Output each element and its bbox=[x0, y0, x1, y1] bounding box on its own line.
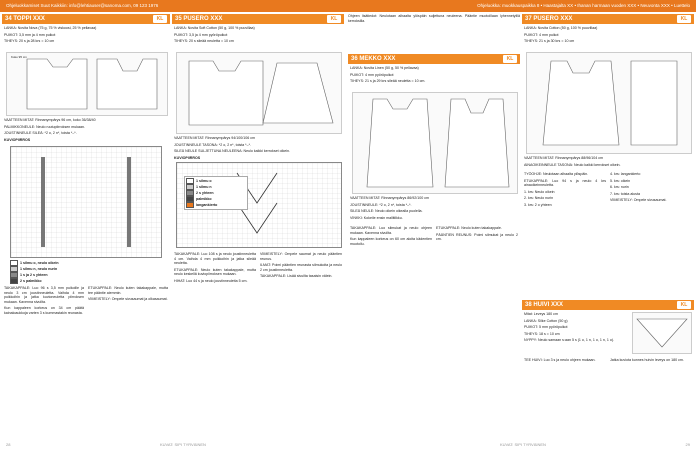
p34-legend-1: 1 silmu n, neulo nurin bbox=[20, 266, 58, 271]
footer bbox=[0, 440, 696, 450]
p35-kuvio-title: KUVIOPIIRROS bbox=[174, 155, 201, 160]
p38-schematic bbox=[632, 312, 692, 354]
p38-intro: Mitat: Leveys 180 cm bbox=[524, 312, 558, 316]
p38-schematic-svg bbox=[633, 313, 691, 353]
p37-vaatteen: VAATTEEN MITAT: Rinnanympärys 88/96/104 cm bbox=[524, 156, 604, 160]
p34-teksti2: Kun kappaleen korkeus on 34 cm päätä kainaloaukkoja varten 3 s kummastakin reunasta. bbox=[4, 306, 84, 315]
pattern-35-header bbox=[172, 14, 344, 24]
p35-joustin: JOUSTINNEULE TASONA: *2 o, 2 n*, toista *–*. bbox=[174, 142, 251, 147]
p34-legend-2: 1 s ja 2 s yhteen bbox=[20, 272, 48, 277]
p34-schematic-svg bbox=[7, 53, 167, 115]
p36-intro bbox=[348, 14, 520, 54]
p34-takakappale: TAKAKAPPALE: Luo 96 s 3,5 mm puikoille ja neulo 3 cm joustinneuletta. Vaihda 4 mm puikkoihin ja jatka kuvioneuletta piirroksen mukaan. Kavenna sivuilta. bbox=[4, 286, 84, 304]
p37-item-6: 7. krs: toista alusta bbox=[610, 191, 640, 196]
pattern-36-header bbox=[348, 54, 520, 64]
p37-puikot: PUIKOT: 4 mm puikot bbox=[524, 32, 559, 37]
p35-puikot: PUIKOT: 3,5 ja 4 mm pyöröpuikot bbox=[174, 32, 228, 37]
pattern-35-tag: KL bbox=[327, 15, 341, 23]
p37-lanka: LANKA: Novita Cotton (50 g, 100 % puuvillaa) bbox=[524, 26, 598, 30]
pattern-34-tag: KL bbox=[153, 15, 167, 23]
p38-tiheys: TIHEYS: 18 s = 10 cm bbox=[524, 331, 560, 336]
pattern-36-tag: KL bbox=[503, 55, 517, 63]
pattern-37-tag: KL bbox=[677, 15, 691, 23]
p34-chart-grid bbox=[11, 147, 161, 257]
p35-schematic-svg bbox=[177, 53, 341, 133]
p37-ainaoikein: AINAOIKEINNEULE TASONA: Neulo kaikki kerrokset oikein. bbox=[524, 162, 621, 167]
p36-vinkki: VINKKI: Kokeile ensin mallitilkku. bbox=[350, 215, 403, 220]
pattern-38-tag: KL bbox=[677, 301, 691, 309]
pattern-35 bbox=[172, 14, 344, 434]
p35-legend-2: 2 s yhteen bbox=[196, 190, 214, 195]
p35-legend-0: 1 silmu o bbox=[196, 178, 212, 183]
p35-etukappale: ETUKAPPALE: Neulo kuten takakappale, mutta neulo keskellä kuviopiirroksen mukaan. bbox=[174, 267, 256, 277]
p37-item-1: 2. krs: Neulo nurin bbox=[524, 196, 554, 201]
p36-puikot: PUIKOT: 4 mm pyöröpuikot bbox=[350, 72, 394, 77]
p36-intro-text: Ohjeen lisätiedot: Neulotaan alhaalta ylöspäin suljettuna neuleena. Pääntie muotoillaan lyhennetyillä kerroksilla. bbox=[348, 14, 520, 23]
pattern-38-header bbox=[522, 300, 694, 310]
p34-col-a bbox=[4, 286, 84, 318]
top-bar bbox=[0, 0, 696, 12]
p34-kuvio-title: KUVIOPIIRROS bbox=[4, 137, 31, 142]
pattern-34-header bbox=[2, 14, 170, 24]
p38-col-b bbox=[610, 358, 692, 365]
p38-specs bbox=[524, 312, 624, 345]
p34-vaatteen: VAATTEEN MITAT: Rinnanympärys 96 cm, koko 36/38/40 bbox=[4, 118, 96, 122]
p38-lanka: LANKA: Silke Cotton (50 g) bbox=[524, 318, 568, 323]
pattern-36-title: 36 MEKKO XXX bbox=[351, 56, 396, 62]
p37-col-a bbox=[524, 172, 606, 210]
p34-puikot: PUIKOT: 3,5 mm ja 4 mm puikot bbox=[4, 32, 56, 37]
p34-etukappale: ETUKAPPALE: Neulo kuten takakappale, mutta tee pääntie aiemmin. bbox=[88, 286, 168, 295]
pattern-37-header bbox=[522, 14, 694, 24]
p36-tiheys: TIHEYS: 21 s ja 29 krs sileää neuletta = 10 cm. bbox=[350, 79, 426, 84]
page-number-right: 29 bbox=[685, 442, 690, 447]
p34-joustin: JOUSTINNEULE SILEÄ: *2 o, 2 n*, toista *–*. bbox=[4, 131, 77, 136]
p37-schematic bbox=[526, 52, 692, 154]
p36-body3: ETUKAPPALE: Neulo kuten takakappale. bbox=[436, 226, 502, 230]
p34-tiheys: TIHEYS: 20 s ja 28 krs = 10 cm bbox=[4, 39, 55, 44]
pattern-37-title: 37 PUSERO XXX bbox=[525, 16, 573, 22]
p37-item-4: 5. krs: oikein bbox=[610, 178, 631, 183]
p37-item-3: 4. krs: langankierto bbox=[610, 172, 641, 176]
p36-schematic bbox=[352, 92, 518, 194]
pattern-38-title: 38 HUIVI XXX bbox=[525, 302, 564, 308]
p35-legend-3: palmikko bbox=[196, 196, 212, 201]
p35-legend-4: langankierto bbox=[196, 202, 218, 207]
p34-size-label: Koko 95 cm bbox=[11, 55, 27, 59]
pattern-34-title: 34 TOPPI XXX bbox=[5, 16, 45, 22]
p36-schematic-svg bbox=[353, 93, 517, 193]
p34-legend-3: 2 s palmikko bbox=[20, 278, 42, 283]
p37-col-b bbox=[610, 172, 692, 205]
p38-body2: Jatka kuviota kunnes huivin leveys on 180 cm. bbox=[610, 358, 684, 362]
p36-vaatteen: VAATTEEN MITAT: Rinnanympärys 86/92/100 cm bbox=[350, 196, 430, 200]
p38-col-a bbox=[524, 358, 606, 365]
p34-schematic bbox=[6, 52, 168, 116]
p37-tyo: TYÖOHJE: Neulotaan alhaalta ylöspäin. bbox=[524, 172, 589, 176]
p35-lanka: LANKA: Novita Soft Cotton (50 g, 100 % puuvillaa) bbox=[174, 26, 255, 30]
p35-takakappale: TAKAKAPPALE: Luo 108 s ja neulo joustinneuletta 4 cm. Vaihda 4 mm puikkoihin ja jatka sileää neuletta. bbox=[174, 252, 256, 266]
top-bar-left: Ohjeluokkamiset Suut Kaikkiin: info@lehtiauser@sanoma.com, 09 123 1976 bbox=[6, 3, 159, 8]
p35-tiheys: TIHEYS: 20 s sileää neuletta = 10 cm bbox=[174, 39, 234, 44]
p34-lanka: LANKA: Novita Nova (75 g, 75 % viskoosi, 25 % pellavaa) bbox=[4, 26, 97, 30]
p35-ilmat: ILMAT: Poimi pääntien reunasta silmukoita ja neulo 2 cm joustinneuletta. bbox=[260, 263, 342, 272]
p35-vaatteen: VAATTEEN MITAT: Rinnanympärys 94/100/106 cm bbox=[174, 136, 256, 140]
p34-palmikko: PALMIKKONEULE: Neulo ruutupiirroksen mukaan. bbox=[4, 124, 86, 129]
p36-col-a bbox=[350, 226, 432, 248]
p37-viimeistely: VIIMEISTELY: Ompele sivusaumat. bbox=[610, 198, 667, 203]
credit-right: KUVAT: SIPI TYRVÄINEN bbox=[500, 442, 546, 447]
p35-legend-1: 1 silmu n bbox=[196, 184, 212, 189]
p35-silea: SILEÄ NEULE SULJETTUNA NEULEENA: Neulo kaikki kerrokset oikein. bbox=[174, 149, 291, 154]
p35-taka: TAKAKAPPALE: Lisää sivuilta tasaisin välein. bbox=[260, 274, 333, 279]
p38-body: TEE HUIVI: Luo 3 s ja neulo ohjeen mukaan. bbox=[524, 358, 596, 362]
p37-item-2: 3. krs: 2 o yhteen bbox=[524, 202, 552, 207]
pattern-34 bbox=[2, 14, 170, 434]
p34-legend bbox=[10, 260, 160, 284]
p34-legend-0: 1 silmu o, neulo oikein bbox=[20, 260, 59, 265]
p36-joustin: JOUSTINNEULE: *2 o, 2 n*, toista *–*. bbox=[350, 202, 412, 207]
p34-viimeistely: VIIMEISTELY: Ompele sivusaumat ja olkasaumat. bbox=[88, 297, 168, 302]
top-bar-right: Ohjeluokka: muokkauspaikka 8 • Haastajalta XX • Ihanan harmaan vuoden XXX • Neuvonta XXX • Luettelo bbox=[477, 3, 690, 8]
p35-schematic bbox=[176, 52, 342, 134]
p36-body1: TAKAKAPPALE: Luo silmukat ja neulo ohjeen mukaan. Kavenna sivuilta. bbox=[350, 226, 432, 235]
p36-silea: SILEÄ NEULE: Neulo oikein oikealla puolella. bbox=[350, 209, 423, 214]
p34-col-b bbox=[88, 286, 168, 304]
credit-left: KUVAT: SIPI TYRVÄINEN bbox=[160, 442, 206, 447]
p36-col-b bbox=[436, 226, 518, 244]
p36-body2: Kun kappaleen korkeus on 60 cm aloita kädentien muotoilu. bbox=[350, 237, 432, 246]
p38-puikot: PUIKOT: 5 mm pyöröpuikot bbox=[524, 325, 568, 330]
p37-item-0: 1. krs: Neulo oikein bbox=[524, 189, 555, 194]
p35-viimeistely: VIIMEISTELY: Ompele saumat ja neulo pääntien reunus. bbox=[260, 252, 342, 261]
p36-viimeistely: PÄÄNTIEN REUNUS: Poimi silmukat ja neulo 2 cm. bbox=[436, 232, 518, 242]
p34-chart bbox=[10, 146, 162, 258]
pattern-35-title: 35 PUSERO XXX bbox=[175, 16, 223, 22]
pattern-37 bbox=[522, 14, 694, 434]
p37-etu: ETUKAPPALE: Luo 94 s ja neulo 4 krs ainaoikeinneuletta. bbox=[524, 178, 606, 188]
p35-legend bbox=[184, 176, 248, 210]
p37-item-5: 6. krs: nurin bbox=[610, 185, 629, 190]
page-number-left: 28 bbox=[6, 442, 11, 447]
p38-neule: NYPPY: Neulo samaan s:aan 5 s (1 o, 1 n, 1 o, 1 n, 1 o). bbox=[524, 338, 615, 343]
p35-col-a bbox=[174, 252, 256, 286]
pattern-36 bbox=[348, 14, 520, 434]
p37-tiheys: TIHEYS: 21 s ja 30 krs = 10 cm bbox=[524, 39, 575, 44]
p35-hihat: HIHAT: Luo 44 s ja neulo joustinneuletta 5 cm. bbox=[174, 278, 248, 283]
p37-schematic-svg bbox=[527, 53, 691, 153]
p36-lanka: LANKA: Novita Linen (50 g, 50 % pellavaa) bbox=[350, 66, 419, 70]
p35-col-b bbox=[260, 252, 342, 281]
